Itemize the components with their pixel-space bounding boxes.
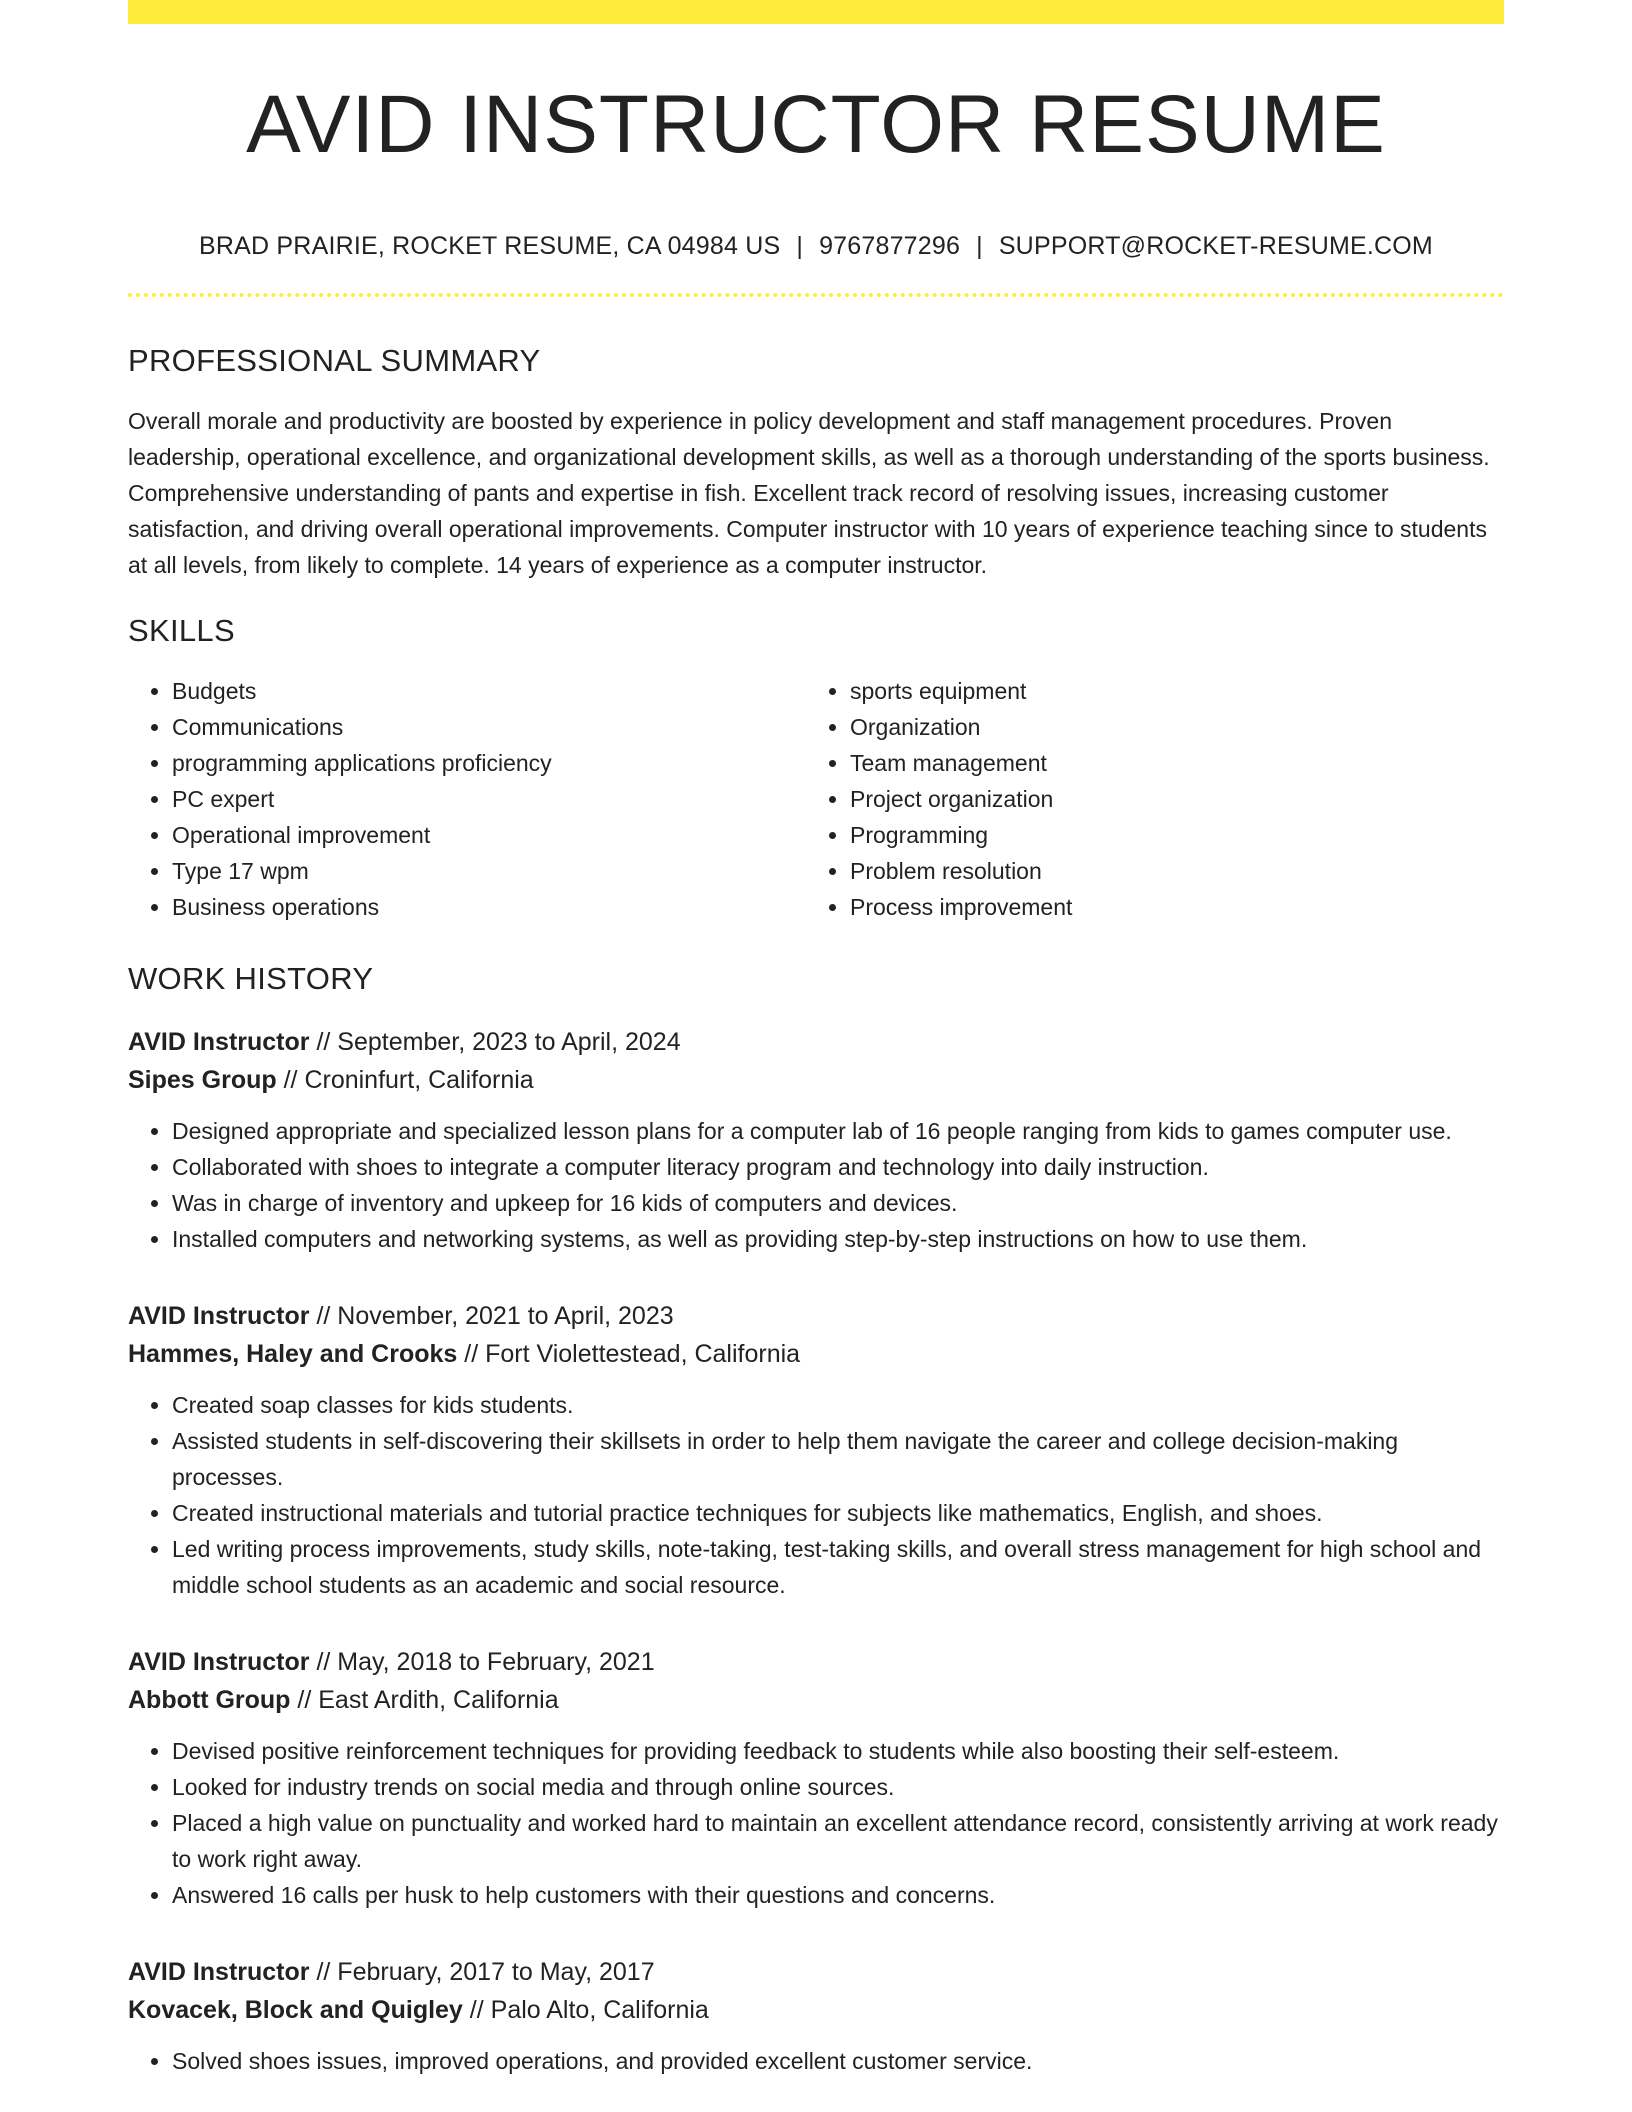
field-separator: //: [309, 1302, 338, 1331]
resume-page: [128, 0, 1504, 2079]
job-bullet: • Answered 16 calls per husk to help customers with their questions and concerns.: [172, 1877, 1504, 1913]
job-entry: [128, 1953, 1504, 2079]
job-company-line: [128, 1061, 1504, 1099]
skill-item: • sports equipment: [850, 673, 1484, 709]
job-dates: November, 2021 to April, 2023: [337, 1302, 674, 1331]
job-entry: [128, 1643, 1504, 1913]
skills-column-right: [806, 673, 1484, 925]
contact-address: BRAD PRAIRIE, ROCKET RESUME, CA 04984 US: [199, 232, 781, 261]
job-entry: [128, 1297, 1504, 1603]
contact-phone: 9767877296: [819, 232, 961, 261]
skill-item: • Problem resolution: [850, 853, 1484, 889]
contact-separator: |: [976, 232, 983, 261]
skill-item: • Business operations: [172, 889, 806, 925]
field-separator: //: [309, 1958, 338, 1987]
summary-text: Overall morale and productivity are boosted by experience in policy development and staff management procedures. Proven leadership, operational excellence, and organizational development skills, as well as a thorough understanding of the sports business. Comprehensive understanding of pants and expertise in fish. Excellent track record of resolving issues, increasing customer satisfaction, and driving overall operational improvements. Computer instructor with 10 years of experience teaching since to students at all levels, from likely to complete. 14 years of experience as a computer instructor.: [128, 408, 1490, 579]
skills-column-left: [128, 673, 806, 925]
job-title: AVID Instructor: [128, 1302, 310, 1331]
summary-heading: PROFESSIONAL SUMMARY: [128, 343, 541, 379]
job-company: Hammes, Haley and Crooks: [128, 1340, 458, 1369]
job-bullet: • Devised positive reinforcement techniques for providing feedback to students while also boosting their self-esteem.: [172, 1733, 1504, 1769]
job-bullet: • Solved shoes issues, improved operations, and provided excellent customer service.: [172, 2043, 1504, 2079]
skills-heading: SKILLS: [128, 613, 235, 649]
job-bullets: [128, 1387, 1504, 1603]
job-company-line: [128, 1681, 1504, 1719]
job-bullets: [128, 2043, 1504, 2079]
top-accent-bar: [128, 0, 1504, 24]
skill-item: • Team management: [850, 745, 1484, 781]
job-entry: [128, 1023, 1504, 1257]
job-bullets: [128, 1733, 1504, 1913]
job-bullet: • Led writing process improvements, study skills, note-taking, test-taking skills, and overall stress management for high school and middle school students as an academic and social resource.: [172, 1531, 1504, 1603]
skill-item: • Budgets: [172, 673, 806, 709]
field-separator: //: [462, 1996, 491, 2025]
job-bullet: • Looked for industry trends on social media and through online sources.: [172, 1769, 1504, 1805]
job-title-line: [128, 1297, 1504, 1335]
field-separator: //: [309, 1648, 338, 1677]
job-title: AVID Instructor: [128, 1028, 310, 1057]
skill-item: • programming applications proficiency: [172, 745, 806, 781]
contact-line: [128, 232, 1504, 261]
field-separator: //: [276, 1066, 305, 1095]
job-dates: May, 2018 to February, 2021: [337, 1648, 655, 1677]
job-company: Abbott Group: [128, 1686, 291, 1715]
skill-item: • Organization: [850, 709, 1484, 745]
skill-item: • Type 17 wpm: [172, 853, 806, 889]
job-bullet: • Placed a high value on punctuality and worked hard to maintain an excellent attendance record, consistently arriving at work ready to work right away.: [172, 1805, 1504, 1877]
skill-item: • Communications: [172, 709, 806, 745]
job-company: Sipes Group: [128, 1066, 277, 1095]
job-bullet: • Assisted students in self-discovering their skillsets in order to help them navigate the career and college decision-making processes.: [172, 1423, 1504, 1495]
job-bullet: • Created soap classes for kids students.: [172, 1387, 1504, 1423]
job-bullet: • Created instructional materials and tutorial practice techniques for subjects like mathematics, English, and shoes.: [172, 1495, 1504, 1531]
job-title: AVID Instructor: [128, 1648, 310, 1677]
skill-item: • Process improvement: [850, 889, 1484, 925]
job-location: East Ardith, California: [318, 1686, 559, 1715]
job-bullet: • Collaborated with shoes to integrate a computer literacy program and technology into daily instruction.: [172, 1149, 1504, 1185]
work-history-heading: WORK HISTORY: [128, 961, 374, 997]
job-bullets: [128, 1113, 1504, 1257]
field-separator: //: [290, 1686, 319, 1715]
field-separator: //: [309, 1028, 338, 1057]
resume-title: AVID INSTRUCTOR RESUME: [246, 79, 1386, 170]
skill-item: • Programming: [850, 817, 1484, 853]
job-location: Palo Alto, California: [490, 1996, 709, 2025]
job-bullet: • Was in charge of inventory and upkeep for 16 kids of computers and devices.: [172, 1185, 1504, 1221]
job-title-line: [128, 1643, 1504, 1681]
job-bullet: • Designed appropriate and specialized lesson plans for a computer lab of 16 people ranging from kids to games computer use.: [172, 1113, 1504, 1149]
skill-item: • Project organization: [850, 781, 1484, 817]
field-separator: //: [457, 1340, 486, 1369]
job-title-line: [128, 1953, 1504, 1991]
job-company-line: [128, 1991, 1504, 2029]
skill-item: • PC expert: [172, 781, 806, 817]
job-dates: September, 2023 to April, 2024: [337, 1028, 681, 1057]
job-title: AVID Instructor: [128, 1958, 310, 1987]
skill-item: • Operational improvement: [172, 817, 806, 853]
skills-list: [128, 673, 1504, 925]
contact-email: SUPPORT@ROCKET-RESUME.COM: [998, 232, 1433, 261]
job-location: Croninfurt, California: [304, 1066, 534, 1095]
job-company-line: [128, 1335, 1504, 1373]
job-bullet: • Installed computers and networking systems, as well as providing step-by-step instructions on how to use them.: [172, 1221, 1504, 1257]
contact-separator: |: [796, 232, 804, 261]
job-location: Fort Violettestead, California: [485, 1340, 801, 1369]
job-title-line: [128, 1023, 1504, 1061]
job-company: Kovacek, Block and Quigley: [128, 1996, 463, 2025]
job-dates: February, 2017 to May, 2017: [337, 1958, 655, 1987]
dotted-divider: [128, 293, 1504, 297]
